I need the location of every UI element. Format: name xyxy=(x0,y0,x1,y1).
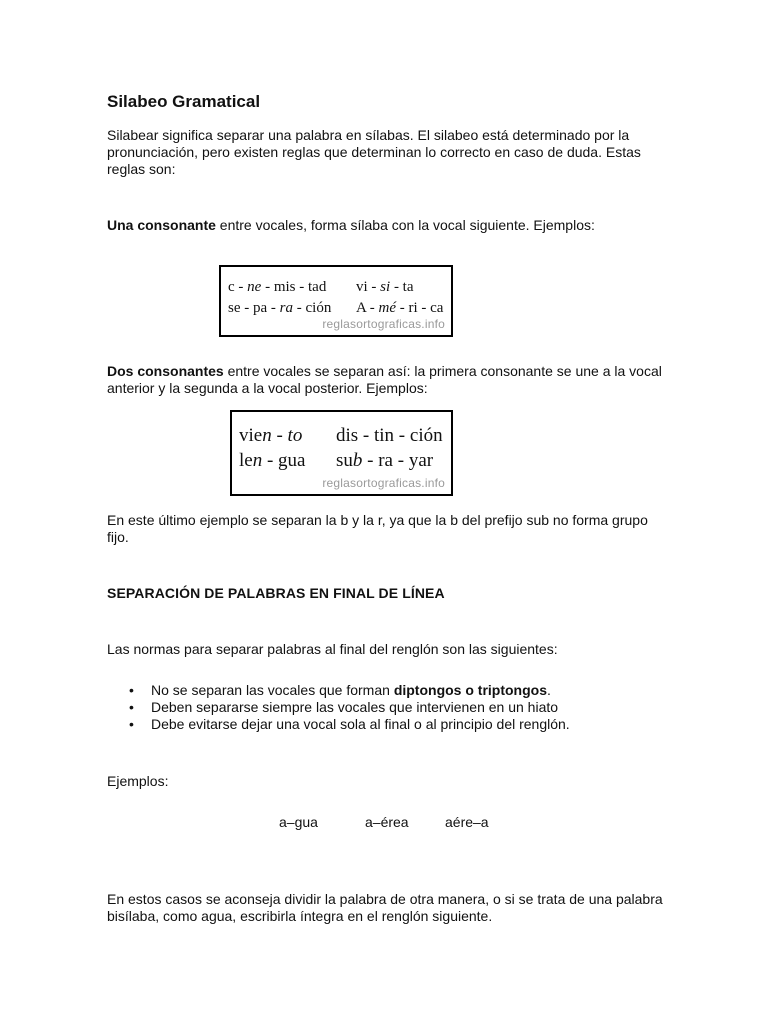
list-item: • No se separan las vocales que forman diptongos o triptongos. xyxy=(129,682,551,698)
rule-one-term: Una consonante xyxy=(107,217,216,233)
intro-paragraph xyxy=(107,127,667,178)
intro-line-1: Silabear significa separar una palabra en sílabas. El silabeo está determinado por la xyxy=(107,127,630,143)
box2-watermark: reglasortograficas.info xyxy=(322,476,445,490)
rule-two-term: Dos consonantes xyxy=(107,363,224,379)
box1-row-1-left: c - ne - mis - tad xyxy=(228,279,327,295)
bullet-icon: • xyxy=(129,682,134,698)
examples-row xyxy=(279,814,519,831)
note-line-1: En este último ejemplo se separan la b y la r, ya que la b del prefijo sub no forma grupo xyxy=(107,512,648,528)
rules-list xyxy=(107,682,667,733)
box1-row-2-left: se - pa - ra - ción xyxy=(228,300,332,316)
intro-line-2: pronunciación, pero existen reglas que determinan lo correcto en caso de duda. Estas xyxy=(107,144,641,160)
section-heading: SEPARACIÓN DE PALABRAS EN FINAL DE LÍNEA xyxy=(107,585,445,601)
box2-row-1-left: vien - to xyxy=(239,425,303,446)
box1-row-2-right: A - mé - ri - ca xyxy=(356,300,444,316)
example-image-one-consonant xyxy=(219,265,453,337)
list-item: • Deben separarse siempre las vocales que intervienen en un hiato xyxy=(129,699,559,715)
box1-watermark: reglasortograficas.info xyxy=(322,317,445,331)
closing-paragraph xyxy=(107,891,667,925)
note-paragraph xyxy=(107,512,667,546)
examples-label: Ejemplos: xyxy=(107,773,169,789)
bullet-icon: • xyxy=(129,699,134,715)
note-line-2: fijo. xyxy=(107,529,129,545)
box2-row-2-right: sub - ra - yar xyxy=(336,450,434,471)
example-image-two-consonants xyxy=(230,410,453,496)
box2-row-1-right: dis - tin - ción xyxy=(336,425,443,446)
rule-two-text-2: anterior y la segunda a la vocal posterior. Ejemplos: xyxy=(107,380,428,396)
rule-one-text: entre vocales, forma sílaba con la vocal siguiente. Ejemplos: xyxy=(215,217,595,233)
bullet-icon: • xyxy=(129,716,134,732)
list-item: • Debe evitarse dejar una vocal sola al final o al principio del renglón. xyxy=(129,716,570,732)
box2-row-2-left: len - gua xyxy=(239,450,306,471)
rule-two-consonants xyxy=(107,363,667,397)
page-title: Silabeo Gramatical xyxy=(107,92,261,111)
example-word: aére–a xyxy=(445,814,489,830)
example-word: a–érea xyxy=(365,814,409,830)
rule-two-text-1: entre vocales se separan así: la primera consonante se une a la vocal xyxy=(223,363,662,379)
box1-row-1-right: vi - si - ta xyxy=(356,279,414,295)
closing-line-2: bisílaba, como agua, escribirla íntegra en el renglón siguiente. xyxy=(107,908,493,924)
closing-line-1: En estos casos se aconseja dividir la palabra de otra manera, o si se trata de una palabra xyxy=(107,891,663,907)
intro-line-3: reglas son: xyxy=(107,161,176,177)
rule-one-consonant xyxy=(107,217,667,234)
norms-intro: Las normas para separar palabras al final del renglón son las siguientes: xyxy=(107,641,558,657)
example-word: a–gua xyxy=(279,814,318,830)
